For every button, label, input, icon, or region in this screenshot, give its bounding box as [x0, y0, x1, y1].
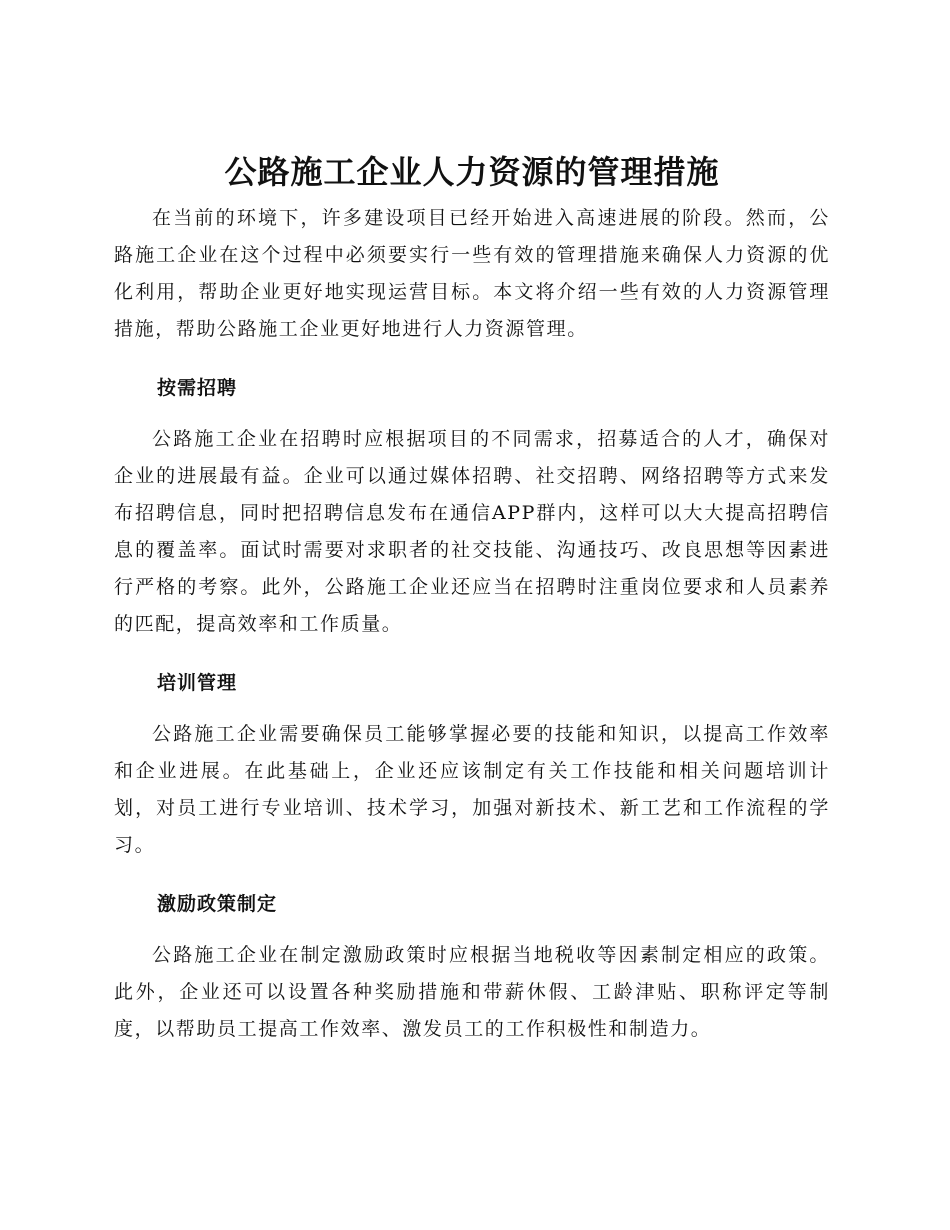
section-body: 公路施工企业在招聘时应根据项目的不同需求，招募适合的人才，确保对企业的进展最有益。企业可以通过媒体招聘、社交招聘、网络招聘等方式来发布招聘信息，同时把招聘信息发布在通信APP群内，这样可以大大提高招聘信息的覆盖率。面试时需要对求职者的社交技能、沟通技巧、改良思想等因素进行严格的考察。此外，公路施工企业还应当在招聘时注重岗位要求和人员素养的匹配，提高效率和工作质量。	[114, 428, 830, 635]
section-incentive	[114, 886, 830, 1048]
document-page	[114, 150, 830, 1048]
intro-paragraph: 在当前的环境下，许多建设项目已经开始进入高速进展的阶段。然而，公路施工企业在这个过程中必须要实行一些有效的管理措施来确保人力资源的优化利用，帮助企业更好地实现运营目标。本文将介绍一些有效的人力资源管理措施，帮助公路施工企业更好地进行人力资源管理。	[114, 207, 830, 340]
section-heading: 按需招聘	[157, 377, 238, 399]
section-training	[114, 665, 830, 864]
section-heading: 激励政策制定	[157, 893, 278, 915]
section-body: 公路施工企业需要确保员工能够掌握必要的技能和知识，以提高工作效率和企业进展。在此基础上，企业还应该制定有关工作技能和相关问题培训计划，对员工进行专业培训、技术学习，加强对新技术、新工艺和工作流程的学习。	[114, 723, 830, 856]
document-title: 公路施工企业人力资源的管理措施	[224, 153, 720, 191]
section-body: 公路施工企业在制定激励政策时应根据当地税收等因素制定相应的政策。此外，企业还可以设置各种奖励措施和带薪休假、工龄津贴、职称评定等制度，以帮助员工提高工作效率、激发员工的工作积极性和制造力。	[114, 944, 830, 1040]
section-heading: 培训管理	[157, 672, 238, 694]
section-recruitment	[114, 370, 830, 643]
